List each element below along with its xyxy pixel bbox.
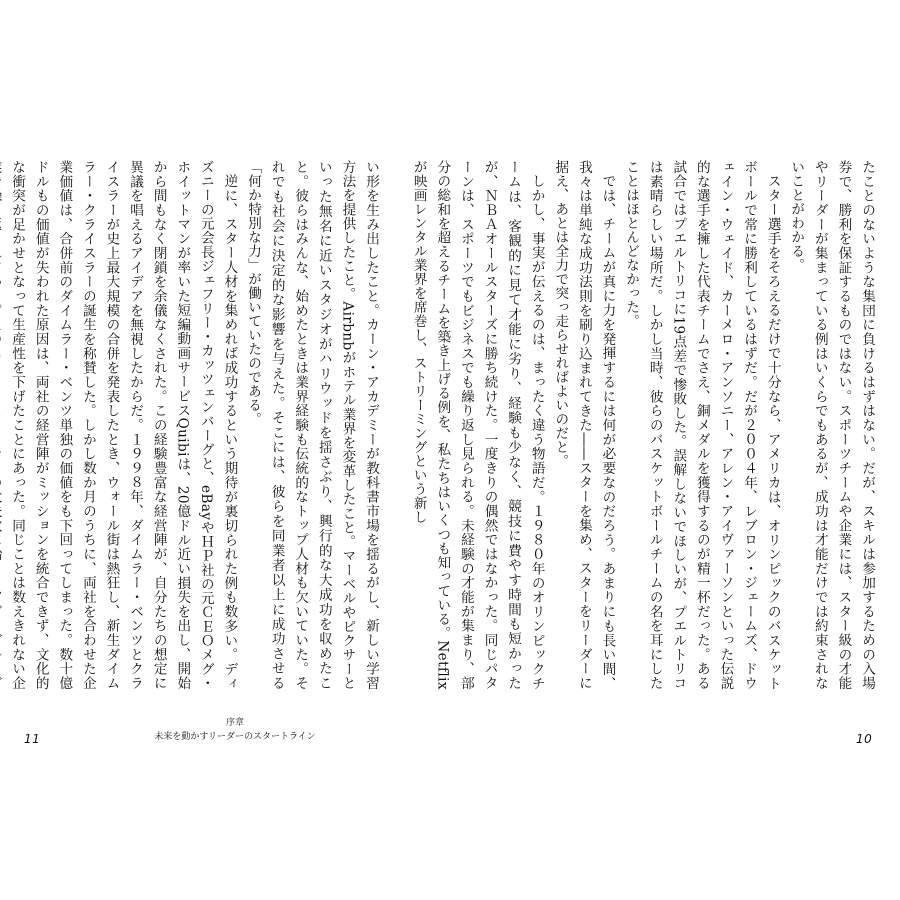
right-paragraph-4: しかし、事実が伝えるのは、まったく違う物語だ。１９８０年のオリンピックチームは、客観的に見て才能に劣り、経験も少なく、競技に費やす時間も短かったが、ＮＢＡオールスターズに勝ち続けた。一度きりの偶然ではなかった。同じパターンは、スポーツでもビジネスでも繰り返し見られる。未経験の才能が集まり、部分の総和を超えるチームを築き上げる例を、私たちはいくつも知っている。Netflixが映画レンタル業界を席巻し、ストリーミングという新し: [410, 160, 545, 690]
running-head: [135, 716, 335, 744]
page-number-right: 10: [856, 732, 873, 746]
running-head-chapter: 序章: [225, 718, 244, 728]
right-paragraph-3: では、チームが真に力を発揮するには何が必要なのだろう。あまりにも長い間、我々は単純な成功法則を刷り込まれてきた――スターを集め、スターをリーダーに据え、あとは全力で突っ走らせればよいのだと。: [552, 160, 616, 690]
left-paragraph-1: い形を生み出したこと。カーン・アカデミーが教科書市場を揺るがし、新しい学習方法を提供したこと。Airbnbがホテル業界を変革したこと。マーベルやピクサーといった無名に近いスタジオがハリウッドを揺さぶり、興行的な大成功を収めたこと。彼らはみんな、始めたときは業界経験も伝統的なトップ人材も欠いていた。それでも社会に決定的な影響を与えた。そこには、彼らを同業者以上に成功させる「何か特別な力」が働いていたのである。: [245, 160, 379, 690]
right-page-body: [410, 160, 878, 690]
running-head-title: 未来を動かすリーダーのスタートライン: [154, 732, 316, 742]
right-paragraph-2: スター選手をそろえるだけで十分なら、アメリカは、オリンピックのバスケットボールで常に勝利しているはずだ。だが２００４年、レブロン・ジェームズ、ドウェイン・ウェイド、カーメロ・アンソニー、アレン・アイヴァーソンといった伝説的な選手を擁した代表チームでさえ、銅メダルを獲得するのが精一杯だった。ある試合ではプエルトリコに19点差で惨敗した。誤解しないでほしいが、プエルトリコは素晴らしい場所だ。しかし当時、彼らのバスケットボールチームの名を耳にしたことはほとんどなかった。: [623, 160, 781, 690]
left-paragraph-2: 逆に、スター人材を集めれば成功するという期待が裏切られた例も数多い。ディズニーの元会長ジェフリー・カッツェンバーグと、eBayやＨＰ社の元ＣＥＯメグ・ホイットマンが率いた短編動画サービスQuibiは、20億ドル近い損失を出し、開始から間もなく閉鎖を余儀なくされた。この経験豊富な経営陣が、自分たちの想定に異議を唱えるアイデアを無視したからだ。１９９８年、ダイムラー・ベンツとクライスラーが史上最大規模の合併を発表したとき、ウォール街は熱狂し、新生ダイムラー・クライスラーの誕生を称賛した。しかし数か月のうちに、両社を合わせた企業価値は、合併前のダイムラー・ベンツ単独の価値をも下回ってしまった。数十億ドルもの価値が失われた原因は、両社の経営陣がミッションを統合できず、文化的な衝突が足かせとなって生産性を下げたことにあった。同じことは数えきれない企: [9, 160, 238, 690]
right-paragraph-1: たことのないような集団に負けるはずはない。だが、スキルは参加するための入場券で、勝利を保証するものではない。スポーツチームや企業には、スター級の才能やリーダーが集まっている例はいくらでもあるが、成功は才能だけでは約束されないことがわかる。: [788, 160, 875, 690]
left-page-body: [9, 160, 382, 690]
page-number-left: 11: [24, 732, 41, 746]
